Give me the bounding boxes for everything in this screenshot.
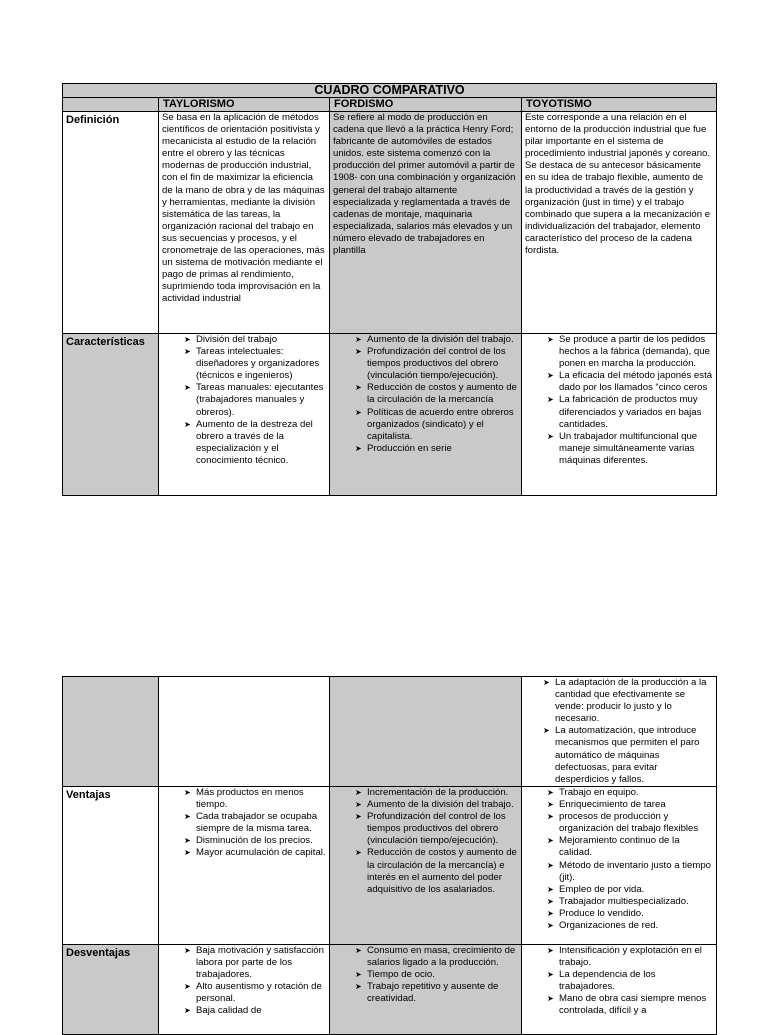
arrowhead-bullet-icon: ➤ [184, 335, 191, 344]
bullet-text: La adaptación de la producción a la cantidad que efectivamente se vende: producir lo justo y lo necesario. [555, 677, 707, 725]
comparison-table-page-1 [62, 83, 717, 496]
empty-taylorismo-cell [159, 677, 330, 787]
arrowhead-bullet-icon: ➤ [355, 335, 362, 344]
bullet-item [355, 969, 518, 981]
bullet-item [547, 787, 713, 799]
ventajas-fordismo-list [333, 787, 518, 896]
bullet-item [355, 787, 518, 799]
bullet-text: Tareas manuales: ejecutantes (trabajadores manuales y obreros). [196, 382, 324, 418]
arrowhead-bullet-icon: ➤ [355, 848, 362, 858]
bullet-text: La dependencia de los trabajadores. [559, 969, 656, 993]
row-definicion [63, 112, 717, 334]
arrowhead-bullet-icon: ➤ [547, 371, 554, 381]
header-fordismo: FORDISMO [330, 98, 522, 112]
bullet-text: Aumento de la división del trabajo. [367, 334, 514, 345]
bullet-item [547, 945, 713, 969]
bullet-text: Mejoramiento continuo de la calidad. [559, 835, 680, 859]
bullet-text: Mayor acumulación de capital. [196, 847, 326, 859]
bullet-item [355, 382, 518, 406]
arrowhead-bullet-icon: ➤ [355, 407, 362, 417]
arrowhead-bullet-icon: ➤ [547, 395, 554, 405]
definicion-toyotismo: Este corresponde a una relación en el entorno de la producción industrial que fue pilar importante en el sistema de procedimiento industrial japonés y coreano. Se destaca de su antecesor básicamente en su idea de trabajo flexible, aumento de la productividad a través de la gestión y organización (just in time) y el trabajo combinado que supera a la mecanización e individualización del trabajador, elemento característico del proceso de la cadena fordista. [522, 112, 717, 334]
bullet-text: Empleo de por vida. [559, 883, 645, 895]
row-label-definicion: Definición [63, 112, 159, 334]
arrowhead-bullet-icon: ➤ [184, 383, 191, 393]
comparison-table-page-2 [62, 676, 717, 1035]
bullet-item [547, 993, 713, 1017]
arrowhead-bullet-icon: ➤ [184, 812, 191, 822]
arrowhead-bullet-icon: ➤ [547, 431, 554, 441]
bullet-text: La eficacia del método japonés está dado por los llamados “cinco ceros [559, 370, 713, 394]
row-desventajas [63, 945, 717, 1035]
bullet-item [184, 835, 326, 847]
bullet-text: Profundización del control de los tiempos productivos del obrero (vinculación tiempo/ejecución). [367, 811, 506, 847]
arrowhead-bullet-icon: ➤ [184, 347, 191, 357]
bullet-item [543, 677, 713, 725]
bullet-text: Políticas de acuerdo entre obreros organizados (sindicato) y el capitalista. [367, 406, 514, 442]
bullet-item [355, 443, 518, 455]
caracteristicas-fordismo-list [333, 334, 518, 455]
arrowhead-bullet-icon: ➤ [184, 788, 191, 797]
arrowhead-bullet-icon: ➤ [355, 443, 362, 453]
bullet-text: Incrementación de la producción. [367, 787, 509, 798]
bullet-text: Tiempo de ocio. [367, 969, 435, 981]
header-toyotismo: TOYOTISMO [522, 98, 717, 112]
bullet-item [355, 407, 518, 443]
arrowhead-bullet-icon: ➤ [184, 419, 191, 429]
arrowhead-bullet-icon: ➤ [547, 884, 554, 894]
arrowhead-bullet-icon: ➤ [355, 812, 362, 822]
arrowhead-bullet-icon: ➤ [547, 836, 554, 846]
bullet-item [547, 811, 713, 835]
arrowhead-bullet-icon: ➤ [184, 982, 191, 992]
bullet-text: La fabricación de productos muy diferenciados y variados en bajas cantidades. [559, 394, 702, 430]
bullet-item [184, 787, 326, 811]
bullet-text: Mano de obra casi siempre menos controlada, difícil y a [559, 993, 707, 1017]
arrowhead-bullet-icon: ➤ [184, 848, 191, 858]
definicion-fordismo: Se refiere al modo de producción en cadena que llevó a la práctica Henry Ford; fabricante de automóviles de estados unidos. este sistema comenzó con la producción del primer automóvil a partir de 1908- con una combinación y organización general del trabajo altamente especializada y reglamentada a través de cadenas de montaje, maquinaria especializada, salarios más elevados y un número elevado de trabajadores en plantilla [330, 112, 522, 334]
desventajas-toyotismo-list [525, 945, 713, 1018]
arrowhead-bullet-icon: ➤ [547, 946, 554, 955]
arrowhead-bullet-icon: ➤ [184, 836, 191, 846]
desventajas-fordismo-list [333, 945, 518, 1005]
arrowhead-bullet-icon: ➤ [547, 860, 554, 870]
bullet-item [547, 969, 713, 993]
desventajas-taylorismo-list [162, 945, 326, 1018]
bullet-item [184, 346, 326, 382]
bullet-item [355, 811, 518, 847]
bullet-item [355, 799, 518, 811]
arrowhead-bullet-icon: ➤ [184, 1006, 191, 1016]
bullet-text: Producción en serie [367, 442, 452, 454]
ventajas-toyotismo-list [525, 787, 713, 932]
bullet-text: Cada trabajador se ocupaba siempre de la misma tarea. [196, 811, 318, 835]
arrowhead-bullet-icon: ➤ [355, 788, 362, 797]
arrowhead-bullet-icon: ➤ [355, 982, 362, 992]
bullet-item [547, 860, 713, 884]
arrowhead-bullet-icon: ➤ [547, 896, 554, 906]
bullet-text: La automatización, que introduce mecanismos que permiten el paro automático de máquinas defectuosas, para evitar desperdicios y fallos. [555, 725, 700, 785]
arrowhead-bullet-icon: ➤ [355, 970, 362, 980]
bullet-item [547, 920, 713, 932]
bullet-text: Trabajador multiespecializado. [559, 895, 689, 907]
ventajas-taylorismo-list [162, 787, 326, 860]
caracteristicas-cont-toyotismo-list [525, 677, 713, 786]
bullet-item [355, 334, 518, 346]
bullet-text: Produce lo vendido. [559, 907, 644, 919]
arrowhead-bullet-icon: ➤ [547, 812, 554, 822]
bullet-item [184, 419, 326, 467]
arrowhead-bullet-icon: ➤ [355, 383, 362, 393]
bullet-text: procesos de producción y organización del trabajo flexibles [559, 811, 699, 835]
bullet-text: Un trabajador multifuncional que maneje simultáneamente varias máquinas diferentes. [559, 430, 698, 466]
bullet-text: Baja motivación y satisfacción labora por parte de los trabajadores. [196, 945, 324, 981]
bullet-item [547, 370, 713, 394]
row-ventajas [63, 787, 717, 945]
header-row [63, 98, 717, 112]
arrowhead-bullet-icon: ➤ [547, 970, 554, 980]
bullet-text: Reducción de costos y aumento de la circulación de la mercancía) e interés en el aumento del poder adquisitivo de los asalariados. [367, 847, 517, 895]
corner-cell [63, 98, 159, 112]
bullet-text: Se produce a partir de los pedidos hechos a la fábrica (demanda), que ponen en marcha la producción. [559, 334, 710, 370]
header-taylorismo: TAYLORISMO [159, 98, 330, 112]
arrowhead-bullet-icon: ➤ [355, 800, 362, 810]
bullet-item [547, 799, 713, 811]
bullet-item [184, 382, 326, 418]
row-label-ventajas: Ventajas [63, 787, 159, 945]
bullet-text: Tareas intelectuales: diseñadores y organizadores (técnicos e ingenieros) [196, 346, 320, 382]
bullet-item [355, 847, 518, 895]
bullet-text: Trabajo repetitivo y ausente de creatividad. [367, 981, 499, 1005]
bullet-text: Trabajo en equipo. [559, 787, 639, 798]
bullet-text: Organizaciones de red. [559, 920, 659, 932]
bullet-item [184, 847, 326, 859]
bullet-text: Reducción de costos y aumento de la circulación de la mercancía [367, 382, 517, 406]
bullet-text: Baja calidad de [196, 1005, 262, 1017]
bullet-item [184, 334, 326, 346]
arrowhead-bullet-icon: ➤ [547, 994, 554, 1004]
bullet-item [547, 835, 713, 859]
arrowhead-bullet-icon: ➤ [547, 908, 554, 918]
row-label-desventajas: Desventajas [63, 945, 159, 1035]
bullet-item [547, 884, 713, 896]
arrowhead-bullet-icon: ➤ [355, 347, 362, 357]
caracteristicas-toyotismo-list [525, 334, 713, 467]
arrowhead-bullet-icon: ➤ [547, 335, 554, 344]
bullet-item [543, 725, 713, 785]
arrowhead-bullet-icon: ➤ [547, 788, 554, 797]
bullet-item [184, 981, 326, 1005]
bullet-text: Más productos en menos tiempo. [196, 787, 304, 811]
bullet-item [547, 394, 713, 430]
arrowhead-bullet-icon: ➤ [547, 921, 554, 931]
bullet-text: Intensificación y explotación en el trabajo. [559, 945, 702, 969]
bullet-text: Aumento de la destreza del obrero a través de la especialización y el conocimiento técnico. [196, 418, 313, 466]
table-title: CUADRO COMPARATIVO [63, 84, 717, 98]
arrowhead-bullet-icon: ➤ [543, 678, 550, 687]
title-row [63, 84, 717, 98]
bullet-item [547, 334, 713, 370]
bullet-item [547, 896, 713, 908]
definicion-taylorismo: Se basa en la aplicación de métodos científicos de orientación positivista y mecanicista al estudio de la relación entre el obrero y las técnicas modernas de producción industrial, con el fin de maximizar la eficiencia de la mano de obra y de las máquinas y herramientas, mediante la división sistemática de las tareas, la organización racional del trabajo en sus secuencias y procesos, y el cronometraje de las operaciones, más un sistema de motivación mediante el pago de primas al rendimiento, suprimiendo toda improvisación en la actividad industrial [159, 112, 330, 334]
row-caracteristicas-continued [63, 677, 717, 787]
arrowhead-bullet-icon: ➤ [547, 800, 554, 810]
bullet-item [184, 1005, 326, 1017]
bullet-text: Enriquecimiento de tarea [559, 799, 666, 811]
bullet-item [355, 945, 518, 969]
arrowhead-bullet-icon: ➤ [355, 946, 362, 955]
empty-fordismo-cell [330, 677, 522, 787]
caracteristicas-taylorismo-list [162, 334, 326, 467]
arrowhead-bullet-icon: ➤ [184, 946, 191, 955]
bullet-text: División del trabajo [196, 334, 278, 345]
bullet-text: Disminución de los precios. [196, 835, 313, 847]
row-label-caracteristicas: Características [63, 334, 159, 496]
bullet-item [355, 346, 518, 382]
bullet-text: Método de inventario justo a tiempo (jit). [559, 859, 711, 883]
bullet-text: Consumo en masa, crecimiento de salarios ligado a la producción. [367, 945, 516, 969]
bullet-text: Profundización del control de los tiempos productivos del obrero (vinculación tiempo/ejecución). [367, 346, 506, 382]
bullet-item [355, 981, 518, 1005]
bullet-item [547, 908, 713, 920]
arrowhead-bullet-icon: ➤ [543, 726, 550, 736]
empty-label-cell [63, 677, 159, 787]
bullet-text: Aumento de la división del trabajo. [367, 799, 514, 811]
bullet-item [547, 431, 713, 467]
bullet-item [184, 811, 326, 835]
bullet-text: Alto ausentismo y rotación de personal. [196, 981, 322, 1005]
row-caracteristicas [63, 334, 717, 496]
bullet-item [184, 945, 326, 981]
